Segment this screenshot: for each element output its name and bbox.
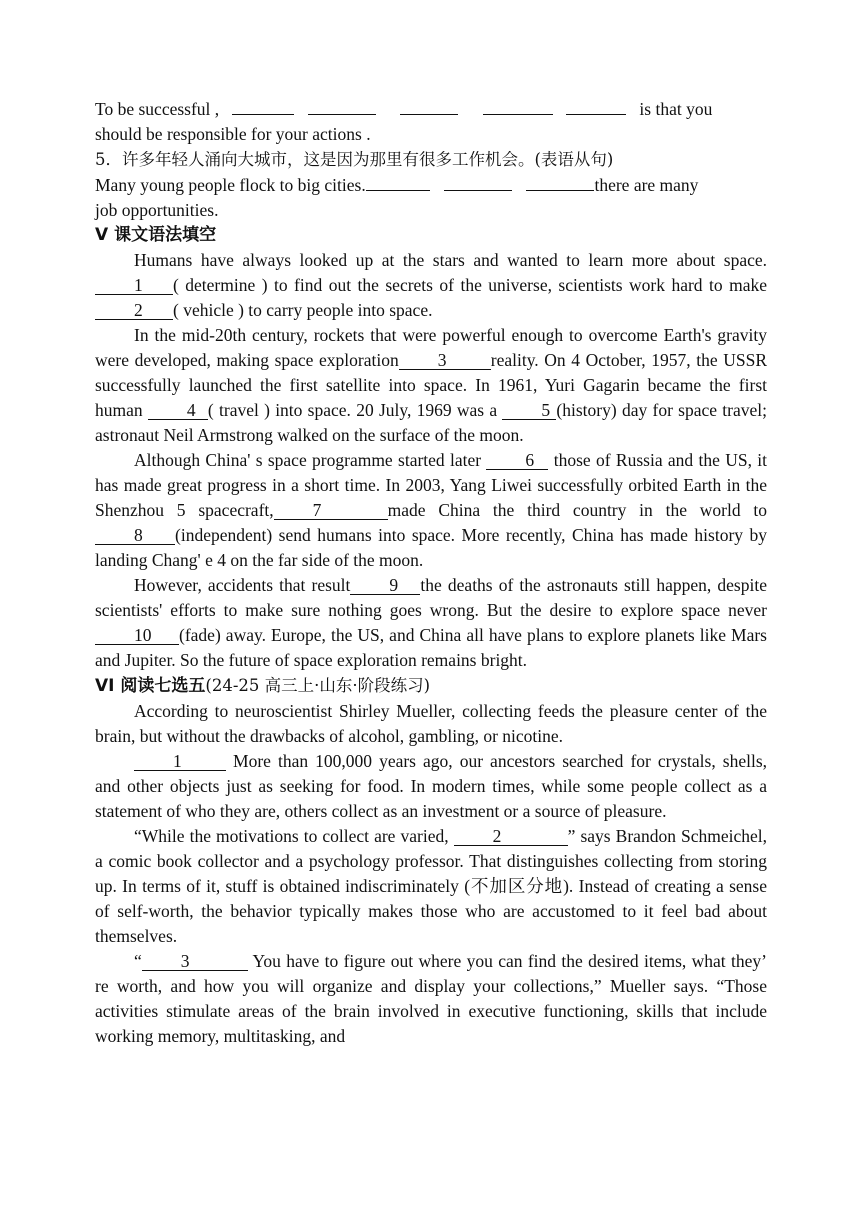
paragraph-text: (fade) away. Europe, the US, and China all have plans to explore planets like Mars and Jupiter. So the future of space exploration remains bright. — [95, 625, 767, 670]
blank-3[interactable]: 3 — [399, 351, 491, 370]
paragraph — [95, 749, 767, 824]
answer-blank[interactable] — [566, 96, 626, 115]
sentence-text: job opportunities. — [95, 200, 219, 220]
answer-blank[interactable] — [232, 96, 294, 115]
answer-blank[interactable] — [483, 96, 553, 115]
paragraph-text: “While the motivations to collect are varied, — [134, 826, 449, 846]
paragraph-text: More than 100,000 years ago, our ancestors searched for crystals, shells, and other objects just as seeking for food. In modern times, while some people collect as a statement of who they are, others collect as an investment or a source of pleasure. — [95, 751, 767, 821]
answer-blank[interactable] — [526, 172, 594, 191]
answer-blank[interactable] — [308, 96, 376, 115]
paragraph-text: (independent) send humans into space. More recently, China has made history by landing Chang' e 4 on the far side of the moon. — [95, 525, 767, 570]
paragraph-text: (history) day for space travel; astronaut Neil Armstrong walked on the surface of the moon. — [95, 400, 767, 445]
paragraph-text: ( vehicle ) to carry people into space. — [173, 300, 433, 320]
paragraph-text: those of Russia and the US, it has made great progress in a short time. In 2003, Yang Liwei successfully orbited Earth in the Shenzhou 5 spacecraft, — [95, 450, 768, 520]
blank-2[interactable]: 2 — [95, 301, 173, 320]
blank-6[interactable]: 6 — [486, 451, 548, 470]
blank-1[interactable]: 1 — [134, 752, 226, 771]
paragraph-text: made China the third country in the world to — [387, 500, 767, 520]
paragraph-text: the deaths of the astronauts still happen, despite scientists' efforts to make sure nothing goes wrong. But the desire to explore space never — [95, 575, 767, 620]
paragraph: According to neuroscientist Shirley Mueller, collecting feeds the pleasure center of the brain, but without the drawbacks of alcohol, gambling, or nicotine. — [95, 701, 767, 746]
paragraph-text: ” says Brandon Schmeichel, a comic book collector and a psychology professor. That distinguishes collecting from storing up. In terms of it, stuff is obtained indiscriminately (不加区分地). Instead of creating a sense of self-worth, the behavior typically makes those who are accustomed to it feel bad about themselves. — [95, 826, 768, 946]
answer-blank[interactable] — [366, 172, 430, 191]
paragraph-text: ( determine ) to find out the secrets of the universe, scientists work hard to make — [173, 275, 767, 295]
paragraph-text: reality. On 4 October, 1957, the USSR successfully launched the first satellite into space. In 1961, Yuri Gagarin became the first human — [95, 350, 767, 420]
section-title: VI 阅读七选五 — [95, 676, 206, 696]
paragraph-text: You have to figure out where you can find the desired items, what they’ re worth, and how you will organize and display your collections,” Mueller says. “Those activities stimulate areas of the brain involved in executive functioning, skills that include working memory, multitasking, and — [95, 951, 767, 1046]
paragraph-text: Although China' s space programme started later — [134, 450, 482, 470]
paragraph — [95, 824, 767, 949]
paragraph-text: Humans have always looked up at the stars and wanted to learn more about space. — [134, 250, 767, 270]
question-5-english — [95, 172, 767, 198]
blank-2[interactable]: 2 — [454, 827, 568, 846]
blank-5[interactable]: 5 — [502, 401, 556, 420]
quote-mark: “ — [134, 951, 142, 971]
sentence-text: Many young people flock to big cities. — [95, 175, 366, 195]
section-heading-v: V 课文语法填空 — [95, 225, 217, 245]
blank-1[interactable]: 1 — [95, 276, 173, 295]
paragraph-text: ( travel ) into space. 20 July, 1969 was a — [207, 400, 498, 420]
blank-7[interactable]: 7 — [274, 501, 388, 520]
blank-4[interactable]: 4 — [148, 401, 208, 420]
blank-8[interactable]: 8 — [95, 526, 175, 545]
paragraph — [95, 323, 767, 448]
section-source: (24-25 高三上·山东·阶段练习) — [205, 676, 431, 695]
question-5-chinese: 5．许多年轻人涌向大城市，这是因为那里有很多工作机会。(表语从句) — [95, 150, 614, 169]
paragraph — [95, 248, 767, 323]
answer-blank[interactable] — [400, 96, 458, 115]
sentence-text: is that you — [639, 99, 713, 119]
paragraph-text: In the mid-20th century, rockets that were powerful enough to overcome Earth's gravity were developed, making space exploration — [95, 325, 767, 370]
blank-3[interactable]: 3 — [142, 952, 248, 971]
blank-10[interactable]: 10 — [95, 626, 179, 645]
sentence-text: should be responsible for your actions . — [95, 124, 371, 144]
sentence-text: there are many — [594, 175, 699, 195]
section-heading-vi — [95, 673, 767, 699]
paragraph-text: However, accidents that result — [134, 575, 351, 595]
sentence-line — [95, 96, 767, 122]
blank-9[interactable]: 9 — [350, 576, 420, 595]
paragraph — [95, 949, 767, 1049]
paragraph — [95, 573, 767, 673]
answer-blank[interactable] — [444, 172, 512, 191]
document-page — [95, 96, 767, 1049]
paragraph — [95, 448, 767, 573]
sentence-text: To be successful , — [95, 99, 220, 119]
